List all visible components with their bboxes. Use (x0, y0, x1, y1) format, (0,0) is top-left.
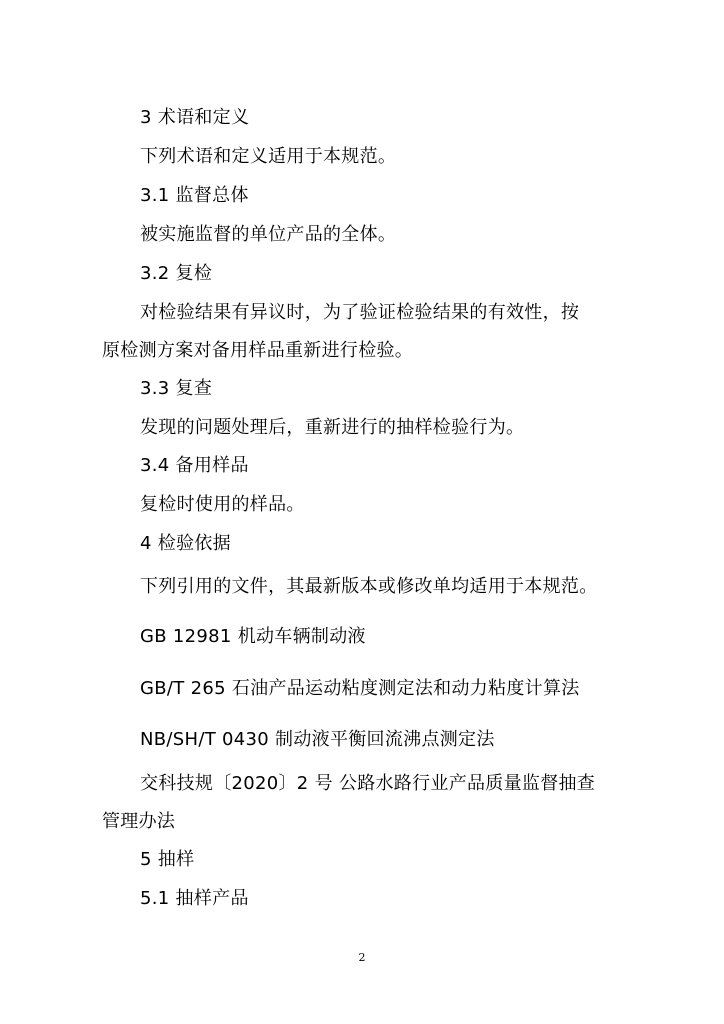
paragraph-text: 发现的问题处理后，重新进行的抽样检验行为。 (140, 417, 525, 438)
page-number: 2 (358, 951, 366, 964)
paragraph-text: 被实施监督的单位产品的全体。 (140, 224, 397, 245)
paragraph-text: 下列引用的文件，其最新版本或修改单均适用于本规范。 (140, 576, 598, 597)
subsection-heading: 3.3 复查 (140, 378, 213, 399)
section-heading-terms: 3 术语和定义 (140, 107, 250, 128)
paragraph-text: 复检时使用的样品。 (140, 494, 305, 515)
subsection-heading: 3.4 备用样品 (140, 455, 249, 476)
subsection-heading: 3.1 监督总体 (140, 185, 249, 206)
reference-item: GB/T 265 石油产品运动粘度测定法和动力粘度计算法 (140, 678, 580, 699)
subsection-heading: 5.1 抽样产品 (140, 888, 249, 909)
reference-item: GB 12981 机动车辆制动液 (140, 626, 366, 647)
reference-item-continued: 管理办法 (102, 811, 176, 832)
subsection-heading: 3.2 复检 (140, 263, 213, 284)
paragraph-text: 下列术语和定义适用于本规范。 (140, 146, 397, 167)
paragraph-text: 对检验结果有异议时，为了验证检验结果的有效性，按 (140, 302, 580, 323)
reference-item: 交科技规〔2020〕2 号 公路水路行业产品质量监督抽查 (140, 773, 596, 794)
section-heading-basis: 4 检验依据 (140, 533, 231, 554)
section-heading-sampling: 5 抽样 (140, 849, 195, 870)
paragraph-text-continued: 原检测方案对备用样品重新进行检验。 (102, 340, 414, 361)
reference-item: NB/SH/T 0430 制动液平衡回流沸点测定法 (140, 729, 495, 750)
